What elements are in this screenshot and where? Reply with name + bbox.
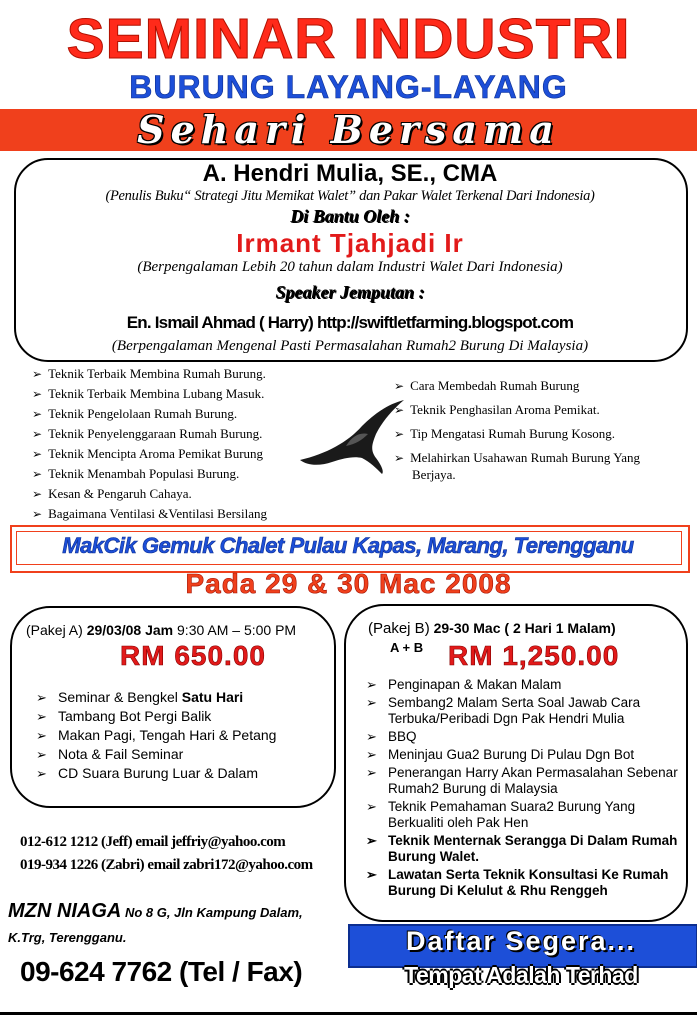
- venue-text: MakCik Gemuk Chalet Pulau Kapas, Marang, Terengganu: [62, 533, 634, 558]
- list-item: ➢ Penerangan Harry Akan Permasalahan Sebenar Rumah2 Burung di Malaysia: [366, 765, 686, 797]
- list-item: ➢ Teknik Penghasilan Aroma Pemikat.: [394, 398, 694, 422]
- company-address-2: K.Trg, Terengganu.: [8, 930, 127, 945]
- list-item: ➢ Cara Membedah Rumah Burung: [394, 374, 694, 398]
- list-item: ➢ Teknik Terbaik Membina Lubang Masuk.: [32, 384, 322, 404]
- list-item: ➢ Makan Pagi, Tengah Hari & Petang: [36, 726, 328, 745]
- limited-seats-text: Tempat Adalah Terhad: [404, 962, 638, 988]
- package-b-list: [366, 677, 686, 899]
- list-item: ➢ Teknik Pengelolaan Rumah Burung.: [32, 404, 322, 424]
- list-item: ➢ Teknik Menternak Serangga Di Dalam Rumah Burung Walet.: [366, 833, 686, 865]
- company-name: MZN NIAGA: [8, 900, 122, 922]
- list-item: ➢ Meninjau Gua2 Burung Di Pulau Dgn Bot: [366, 747, 686, 763]
- package-b-combo: A + B: [390, 640, 424, 655]
- contact-jeff: 012-612 1212 (Jeff) email jeffriy@yahoo.com: [20, 834, 286, 850]
- list-item: ➢ Teknik Penyelenggaraan Rumah Burung.: [32, 424, 322, 444]
- assist-speaker-desc: (Berpengalaman Lebih 20 tahun dalam Industri Walet Dari Indonesia): [137, 259, 563, 275]
- list-item: ➢ Teknik Menambah Populasi Burung.: [32, 464, 322, 484]
- list-item: ➢ Teknik Terbaik Membina Rumah Burung.: [32, 364, 322, 384]
- list-item: ➢ Tambang Bot Pergi Balik: [36, 707, 328, 726]
- main-speaker-desc: (Penulis Buku“ Strategi Jitu Memikat Walet” dan Pakar Walet Terkenal Dari Indonesia): [105, 188, 595, 204]
- package-a-list: [36, 688, 328, 783]
- package-a-time: 9:30 AM – 5:00 PM: [177, 622, 297, 638]
- list-item: ➢ Sembang2 Malam Serta Soal Jawab Cara Terbuka/Peribadi Dgn Pak Hendri Mulia: [366, 695, 686, 727]
- list-item-continued: Berjaya.: [412, 467, 456, 482]
- list-item: ➢ CD Suara Burung Luar & Dalam: [36, 764, 328, 783]
- company-line: [8, 900, 303, 923]
- guest-label: Speaker Jemputan :: [275, 282, 425, 302]
- package-b-label: (Pakej B): [368, 620, 430, 637]
- list-item: ➢ Tip Mengatasi Rumah Burung Kosong.: [394, 422, 694, 446]
- guest-speaker-desc: (Berpengalaman Mengenal Pasti Permasalahan Rumah2 Burung Di Malaysia): [111, 338, 589, 354]
- swiftlet-bird-icon: [296, 396, 406, 476]
- list-item: ➢ Melahirkan Usahawan Rumah Burung Yang: [394, 446, 694, 470]
- package-b-duration: ( 2 Hari 1 Malam): [504, 620, 616, 636]
- register-text: Daftar Segera...: [405, 926, 637, 956]
- list-item: ➢ Lawatan Serta Teknik Konsultasi Ke Rumah Burung Di Kelulut & Rhu Renggeh: [366, 867, 686, 899]
- contact-zabri: 019-934 1226 (Zabri) email zabri172@yahoo.com: [20, 857, 313, 873]
- sub-title: BURUNG LAYANG-LAYANG: [129, 69, 568, 105]
- list-item: ➢ Teknik Pemahaman Suara2 Burung Yang Berkualiti oleh Pak Hen: [366, 799, 686, 831]
- company-phone: 09-624 7762 (Tel / Fax): [20, 956, 303, 987]
- package-b-price: RM 1,250.00: [448, 640, 620, 671]
- bottom-rule: [0, 1012, 697, 1015]
- company-address: No 8 G, Jln Kampung Dalam,: [121, 905, 303, 920]
- package-b-header: [368, 620, 616, 637]
- package-a-time-label: Jam: [145, 622, 174, 638]
- topics-right-list: [394, 374, 694, 483]
- main-title: SEMINAR INDUSTRI: [66, 7, 631, 71]
- event-date: Pada 29 & 30 Mac 2008: [185, 568, 512, 599]
- package-a-date: 29/03/08: [86, 622, 142, 638]
- guest-speaker-name: En. Ismail Ahmad ( Harry) http://swiftletfarming.blogspot.com: [126, 313, 574, 332]
- list-item: ➢ Penginapan & Makan Malam: [366, 677, 686, 693]
- list-item: ➢ Teknik Mencipta Aroma Pemikat Burung: [32, 444, 322, 464]
- list-item: ➢ Seminar & Bengkel Satu Hari: [36, 688, 328, 707]
- list-item: ➢ BBQ: [366, 729, 686, 745]
- topics-left-list: [32, 364, 322, 524]
- package-a-price: RM 650.00: [120, 640, 266, 671]
- banner-text: Sehari Bersama: [137, 107, 560, 152]
- list-item: ➢ Bagaimana Ventilasi &Ventilasi Bersilang: [32, 504, 322, 524]
- package-b-date: 29-30 Mac: [433, 620, 501, 636]
- package-a-header: [26, 622, 296, 638]
- list-item: ➢ Kesan & Pengaruh Cahaya.: [32, 484, 322, 504]
- list-item: ➢ Nota & Fail Seminar: [36, 745, 328, 764]
- assist-speaker-name: Irmant Tjahjadi Ir: [236, 228, 464, 258]
- main-speaker-name: A. Hendri Mulia, SE., CMA: [202, 160, 498, 187]
- assist-label: Di Bantu Oleh :: [290, 206, 410, 226]
- package-a-label: (Pakej A): [26, 622, 83, 638]
